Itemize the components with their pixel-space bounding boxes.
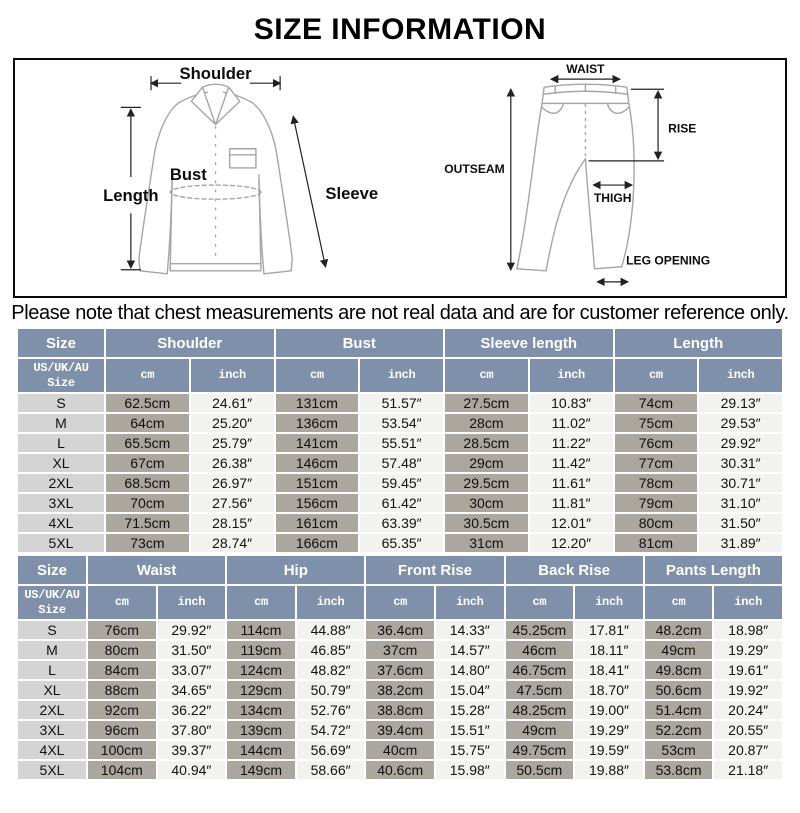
table-row	[18, 414, 782, 432]
cm-value-cell: 29cm	[445, 454, 528, 472]
size-column-header: Size	[18, 329, 104, 357]
cm-value-cell: 53cm	[645, 741, 713, 759]
inch-value-cell: 31.50″	[699, 514, 782, 532]
cm-value-cell: 52.2cm	[645, 721, 713, 739]
inch-value-cell: 14.33″	[436, 621, 504, 639]
cm-unit-header: cm	[276, 359, 359, 392]
cm-unit-header: cm	[366, 586, 434, 619]
inch-unit-header: inch	[297, 586, 365, 619]
table-row	[18, 394, 782, 412]
table-row	[18, 721, 782, 739]
cm-value-cell: 144cm	[227, 741, 295, 759]
inch-value-cell: 55.51″	[360, 434, 443, 452]
inch-unit-header: inch	[158, 586, 226, 619]
front-rise-group-header: Front Rise	[366, 556, 503, 584]
cm-value-cell: 146cm	[276, 454, 359, 472]
inch-value-cell: 39.37″	[158, 741, 226, 759]
cm-value-cell: 48.2cm	[645, 621, 713, 639]
inch-value-cell: 20.24″	[714, 701, 782, 719]
cm-unit-header: cm	[106, 359, 189, 392]
inch-value-cell: 48.82″	[297, 661, 365, 679]
inch-unit-header: inch	[360, 359, 443, 392]
hip-group-header: Hip	[227, 556, 364, 584]
inch-value-cell: 11.61″	[530, 474, 613, 492]
table-row	[18, 621, 782, 639]
inch-value-cell: 30.71″	[699, 474, 782, 492]
cm-value-cell: 114cm	[227, 621, 295, 639]
cm-value-cell: 49cm	[506, 721, 574, 739]
inch-value-cell: 52.76″	[297, 701, 365, 719]
inch-value-cell: 18.98″	[714, 621, 782, 639]
inch-value-cell: 14.80″	[436, 661, 504, 679]
inch-unit-header: inch	[699, 359, 782, 392]
cm-value-cell: 46cm	[506, 641, 574, 659]
size-cell: M	[18, 414, 104, 432]
cm-value-cell: 65.5cm	[106, 434, 189, 452]
inch-value-cell: 24.61″	[191, 394, 274, 412]
size-cell: 5XL	[18, 534, 104, 552]
cm-value-cell: 134cm	[227, 701, 295, 719]
cm-value-cell: 53.8cm	[645, 761, 713, 779]
cm-value-cell: 76cm	[615, 434, 698, 452]
cm-value-cell: 79cm	[615, 494, 698, 512]
size-cell: 2XL	[18, 701, 86, 719]
cm-value-cell: 139cm	[227, 721, 295, 739]
cm-value-cell: 119cm	[227, 641, 295, 659]
pants-table-unit-header-row	[18, 586, 782, 619]
cm-value-cell: 70cm	[106, 494, 189, 512]
size-cell: L	[18, 434, 104, 452]
cm-value-cell: 151cm	[276, 474, 359, 492]
shirt-diagram	[15, 60, 400, 296]
pants-length-group-header: Pants Length	[645, 556, 782, 584]
inch-value-cell: 11.02″	[530, 414, 613, 432]
cm-value-cell: 71.5cm	[106, 514, 189, 532]
size-column-header: Size	[18, 556, 86, 584]
cm-value-cell: 104cm	[88, 761, 156, 779]
inch-value-cell: 19.00″	[575, 701, 643, 719]
table-row	[18, 434, 782, 452]
inch-value-cell: 12.20″	[530, 534, 613, 552]
cm-value-cell: 49.8cm	[645, 661, 713, 679]
inch-value-cell: 51.57″	[360, 394, 443, 412]
inch-value-cell: 25.20″	[191, 414, 274, 432]
cm-value-cell: 29.5cm	[445, 474, 528, 492]
shirt-bust-label: Bust	[169, 165, 207, 185]
inch-value-cell: 54.72″	[297, 721, 365, 739]
cm-value-cell: 47.5cm	[506, 681, 574, 699]
cm-value-cell: 166cm	[276, 534, 359, 552]
inch-value-cell: 34.65″	[158, 681, 226, 699]
size-cell: 4XL	[18, 741, 86, 759]
inch-value-cell: 15.75″	[436, 741, 504, 759]
inch-value-cell: 19.92″	[714, 681, 782, 699]
cm-value-cell: 50.5cm	[506, 761, 574, 779]
cm-value-cell: 149cm	[227, 761, 295, 779]
shirt-labels	[103, 64, 378, 205]
inch-unit-header: inch	[530, 359, 613, 392]
inch-value-cell: 14.57″	[436, 641, 504, 659]
cm-unit-header: cm	[645, 586, 713, 619]
inch-unit-header: inch	[436, 586, 504, 619]
inch-value-cell: 19.61″	[714, 661, 782, 679]
cm-value-cell: 49cm	[645, 641, 713, 659]
shirt-sleeve-label: Sleeve	[325, 184, 379, 204]
inch-value-cell: 31.10″	[699, 494, 782, 512]
inch-value-cell: 61.42″	[360, 494, 443, 512]
inch-value-cell: 53.54″	[360, 414, 443, 432]
inch-value-cell: 19.59″	[575, 741, 643, 759]
cm-value-cell: 30cm	[445, 494, 528, 512]
cm-value-cell: 40.6cm	[366, 761, 434, 779]
size-information-page	[0, 13, 800, 781]
cm-value-cell: 51.4cm	[645, 701, 713, 719]
cm-value-cell: 141cm	[276, 434, 359, 452]
cm-value-cell: 30.5cm	[445, 514, 528, 532]
cm-value-cell: 37.6cm	[366, 661, 434, 679]
inch-value-cell: 46.85″	[297, 641, 365, 659]
shirt-outline	[139, 84, 292, 274]
pants-outline	[517, 84, 634, 271]
shirt-size-table	[16, 327, 784, 554]
size-cell: M	[18, 641, 86, 659]
shoulder-group-header: Shoulder	[106, 329, 274, 357]
inch-value-cell: 15.98″	[436, 761, 504, 779]
size-subheader: US/UK/AU Size	[18, 359, 104, 392]
size-cell: XL	[18, 681, 86, 699]
inch-value-cell: 58.66″	[297, 761, 365, 779]
inch-unit-header: inch	[714, 586, 782, 619]
inch-value-cell: 29.92″	[158, 621, 226, 639]
inch-value-cell: 18.11″	[575, 641, 643, 659]
cm-value-cell: 76cm	[88, 621, 156, 639]
cm-value-cell: 50.6cm	[645, 681, 713, 699]
inch-value-cell: 21.18″	[714, 761, 782, 779]
size-cell: 3XL	[18, 494, 104, 512]
cm-value-cell: 49.75cm	[506, 741, 574, 759]
pants-waist-label: WAIST	[566, 62, 605, 77]
inch-value-cell: 20.87″	[714, 741, 782, 759]
cm-value-cell: 48.25cm	[506, 701, 574, 719]
inch-value-cell: 11.22″	[530, 434, 613, 452]
size-cell: 5XL	[18, 761, 86, 779]
page-title: SIZE INFORMATION	[253, 13, 547, 46]
inch-value-cell: 19.29″	[714, 641, 782, 659]
inch-value-cell: 36.22″	[158, 701, 226, 719]
cm-value-cell: 100cm	[88, 741, 156, 759]
cm-value-cell: 136cm	[276, 414, 359, 432]
pants-leg-opening-label: LEG OPENING	[626, 253, 711, 268]
inch-value-cell: 31.50″	[158, 641, 226, 659]
cm-value-cell: 67cm	[106, 454, 189, 472]
cm-value-cell: 78cm	[615, 474, 698, 492]
cm-unit-header: cm	[227, 586, 295, 619]
inch-value-cell: 59.45″	[360, 474, 443, 492]
pants-rise-label: RISE	[668, 121, 697, 136]
sleeve-length-group-header: Sleeve length	[445, 329, 613, 357]
inch-value-cell: 28.74″	[191, 534, 274, 552]
cm-value-cell: 62.5cm	[106, 394, 189, 412]
table-row	[18, 661, 782, 679]
cm-value-cell: 96cm	[88, 721, 156, 739]
table-row	[18, 494, 782, 512]
table-row	[18, 761, 782, 779]
cm-unit-header: cm	[445, 359, 528, 392]
inch-value-cell: 29.92″	[699, 434, 782, 452]
bust-group-header: Bust	[276, 329, 444, 357]
cm-value-cell: 38.8cm	[366, 701, 434, 719]
cm-value-cell: 45.25cm	[506, 621, 574, 639]
table-row	[18, 641, 782, 659]
inch-value-cell: 25.79″	[191, 434, 274, 452]
shirt-table-body	[18, 394, 782, 552]
inch-value-cell: 12.01″	[530, 514, 613, 532]
table-row	[18, 701, 782, 719]
inch-value-cell: 18.41″	[575, 661, 643, 679]
size-subheader: US/UK/AU Size	[18, 586, 86, 619]
inch-value-cell: 40.94″	[158, 761, 226, 779]
inch-value-cell: 19.88″	[575, 761, 643, 779]
inch-value-cell: 44.88″	[297, 621, 365, 639]
cm-value-cell: 73cm	[106, 534, 189, 552]
shirt-length-label: Length	[103, 186, 159, 206]
table-row	[18, 474, 782, 492]
inch-value-cell: 10.83″	[530, 394, 613, 412]
inch-value-cell: 17.81″	[575, 621, 643, 639]
cm-value-cell: 75cm	[615, 414, 698, 432]
inch-value-cell: 57.48″	[360, 454, 443, 472]
pants-labels	[444, 62, 710, 268]
inch-value-cell: 29.13″	[699, 394, 782, 412]
cm-value-cell: 161cm	[276, 514, 359, 532]
shirt-shoulder-label: Shoulder	[179, 64, 252, 84]
cm-value-cell: 131cm	[276, 394, 359, 412]
inch-value-cell: 27.56″	[191, 494, 274, 512]
size-cell: 3XL	[18, 721, 86, 739]
inch-unit-header: inch	[191, 359, 274, 392]
cm-value-cell: 81cm	[615, 534, 698, 552]
inch-value-cell: 15.28″	[436, 701, 504, 719]
size-cell: L	[18, 661, 86, 679]
table-row	[18, 454, 782, 472]
cm-value-cell: 156cm	[276, 494, 359, 512]
inch-value-cell: 29.53″	[699, 414, 782, 432]
table-row	[18, 534, 782, 552]
inch-value-cell: 33.07″	[158, 661, 226, 679]
inch-value-cell: 11.42″	[530, 454, 613, 472]
size-cell: 4XL	[18, 514, 104, 532]
inch-value-cell: 11.81″	[530, 494, 613, 512]
inch-value-cell: 37.80″	[158, 721, 226, 739]
pants-table-group-header-row	[18, 556, 782, 584]
pants-size-table	[16, 554, 784, 781]
cm-value-cell: 74cm	[615, 394, 698, 412]
cm-unit-header: cm	[506, 586, 574, 619]
inch-value-cell: 28.15″	[191, 514, 274, 532]
cm-unit-header: cm	[615, 359, 698, 392]
inch-value-cell: 15.51″	[436, 721, 504, 739]
length-group-header: Length	[615, 329, 783, 357]
inch-unit-header: inch	[575, 586, 643, 619]
cm-value-cell: 37cm	[366, 641, 434, 659]
inch-value-cell: 18.70″	[575, 681, 643, 699]
cm-value-cell: 80cm	[615, 514, 698, 532]
cm-value-cell: 28cm	[445, 414, 528, 432]
cm-value-cell: 124cm	[227, 661, 295, 679]
inch-value-cell: 30.31″	[699, 454, 782, 472]
cm-value-cell: 46.75cm	[506, 661, 574, 679]
size-cell: 2XL	[18, 474, 104, 492]
shirt-table-unit-header-row	[18, 359, 782, 392]
cm-value-cell: 31cm	[445, 534, 528, 552]
cm-value-cell: 84cm	[88, 661, 156, 679]
cm-value-cell: 80cm	[88, 641, 156, 659]
inch-value-cell: 26.97″	[191, 474, 274, 492]
pants-diagram	[400, 60, 785, 296]
pants-thigh-label: THIGH	[593, 191, 632, 206]
table-row	[18, 681, 782, 699]
cm-unit-header: cm	[88, 586, 156, 619]
size-cell: S	[18, 394, 104, 412]
shirt-table-group-header-row	[18, 329, 782, 357]
cm-value-cell: 92cm	[88, 701, 156, 719]
inch-value-cell: 19.29″	[575, 721, 643, 739]
inch-value-cell: 50.79″	[297, 681, 365, 699]
cm-value-cell: 77cm	[615, 454, 698, 472]
back-rise-group-header: Back Rise	[506, 556, 643, 584]
inch-value-cell: 26.38″	[191, 454, 274, 472]
table-row	[18, 741, 782, 759]
size-cell: XL	[18, 454, 104, 472]
cm-value-cell: 39.4cm	[366, 721, 434, 739]
waist-group-header: Waist	[88, 556, 225, 584]
inch-value-cell: 65.35″	[360, 534, 443, 552]
note-text: Please note that chest measurements are not real data and are for customer reference only.	[11, 302, 789, 324]
cm-value-cell: 38.2cm	[366, 681, 434, 699]
inch-value-cell: 20.55″	[714, 721, 782, 739]
cm-value-cell: 64cm	[106, 414, 189, 432]
size-cell: S	[18, 621, 86, 639]
cm-value-cell: 27.5cm	[445, 394, 528, 412]
measurement-diagram-box	[13, 58, 787, 298]
cm-value-cell: 68.5cm	[106, 474, 189, 492]
cm-value-cell: 36.4cm	[366, 621, 434, 639]
inch-value-cell: 56.69″	[297, 741, 365, 759]
inch-value-cell: 63.39″	[360, 514, 443, 532]
cm-value-cell: 28.5cm	[445, 434, 528, 452]
pants-outseam-label: OUTSEAM	[444, 161, 505, 176]
pants-table-body	[18, 621, 782, 779]
inch-value-cell: 31.89″	[699, 534, 782, 552]
table-row	[18, 514, 782, 532]
cm-value-cell: 88cm	[88, 681, 156, 699]
cm-value-cell: 40cm	[366, 741, 434, 759]
inch-value-cell: 15.04″	[436, 681, 504, 699]
cm-value-cell: 129cm	[227, 681, 295, 699]
